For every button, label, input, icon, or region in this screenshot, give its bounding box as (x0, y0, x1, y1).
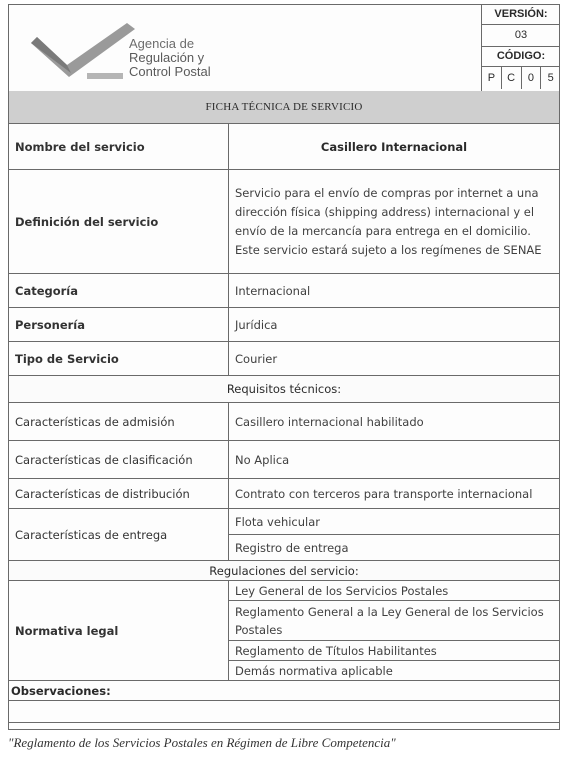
table-row (9, 581, 559, 601)
code-char: P (482, 67, 502, 89)
table-row (9, 441, 559, 479)
category-label: Categoría (9, 274, 229, 308)
agency-logo (9, 5, 479, 91)
distribucion-label: Características de distribución (9, 479, 229, 509)
distribucion-value: Contrato con terceros para transporte internacional (229, 479, 560, 509)
code-char: 5 (547, 72, 554, 84)
entrega-label: Características de entrega (9, 509, 229, 561)
admision-value: Casillero internacional habilitado (229, 403, 560, 441)
code-char: 0 (522, 67, 542, 89)
table-row (9, 403, 559, 441)
service-type-label: Tipo de Servicio (9, 342, 229, 376)
table-row (9, 308, 559, 342)
regulaciones-heading: Regulaciones del servicio: (9, 561, 559, 581)
definition-label: Definición del servicio (9, 170, 229, 274)
normativa-item: Reglamento General a la Ley General de los Servicios Postales (229, 601, 560, 641)
agency-line-2: Regulación y (129, 50, 205, 65)
personeria-label: Personería (9, 308, 229, 342)
code-char: C (502, 67, 522, 89)
category-value: Internacional (229, 274, 560, 308)
normativa-item: Demás normativa aplicable (229, 661, 560, 681)
table-row (9, 701, 559, 723)
observaciones-value (9, 701, 559, 723)
document-header (9, 5, 559, 92)
definition-value: Servicio para el envío de compras por internet a una dirección física (shipping address) internacional y el envío de la mercancía para entrega en el domicilio. Este servicio estará sujeto a los regímenes de SENAE (229, 170, 560, 274)
table-row (9, 170, 559, 274)
document-page (8, 4, 560, 730)
table-row (9, 124, 559, 170)
agency-name (129, 37, 211, 79)
agency-line-1: Agencia de (129, 36, 195, 51)
service-name-label: Nombre del servicio (9, 124, 229, 170)
code-cells (482, 67, 560, 89)
normativa-item: Ley General de los Servicios Postales (229, 581, 560, 601)
service-sheet-table (9, 123, 559, 723)
normativa-label: Normativa legal (9, 581, 229, 681)
entrega-value: Registro de entrega (229, 535, 560, 561)
normativa-item: Reglamento de Títulos Habilitantes (229, 641, 560, 661)
agency-line-3: Control Postal (129, 64, 211, 79)
service-name-value: Casillero Internacional (229, 124, 560, 170)
table-row (9, 342, 559, 376)
version-label: VERSIÓN: (482, 5, 560, 25)
footer-caption: "Reglamento de los Servicios Postales en Régimen de Libre Competencia" (8, 735, 396, 750)
table-row (9, 681, 559, 701)
table-row (9, 274, 559, 308)
table-row (9, 509, 559, 535)
document-meta (481, 5, 560, 91)
table-row (9, 376, 559, 403)
personeria-value: Jurídica (229, 308, 560, 342)
observaciones-label: Observaciones: (9, 681, 559, 701)
table-row (9, 479, 559, 509)
version-value: 03 (482, 25, 560, 47)
table-row (9, 561, 559, 581)
clasificacion-value: No Aplica (229, 441, 560, 479)
clasificacion-label: Características de clasificación (9, 441, 229, 479)
entrega-value: Flota vehicular (229, 509, 560, 535)
code-label: CÓDIGO: (482, 47, 560, 67)
service-type-value: Courier (229, 342, 560, 376)
admision-label: Características de admisión (9, 403, 229, 441)
sheet-title: FICHA TÉCNICA DE SERVICIO (9, 91, 559, 124)
requisitos-heading: Requisitos técnicos: (9, 376, 559, 403)
